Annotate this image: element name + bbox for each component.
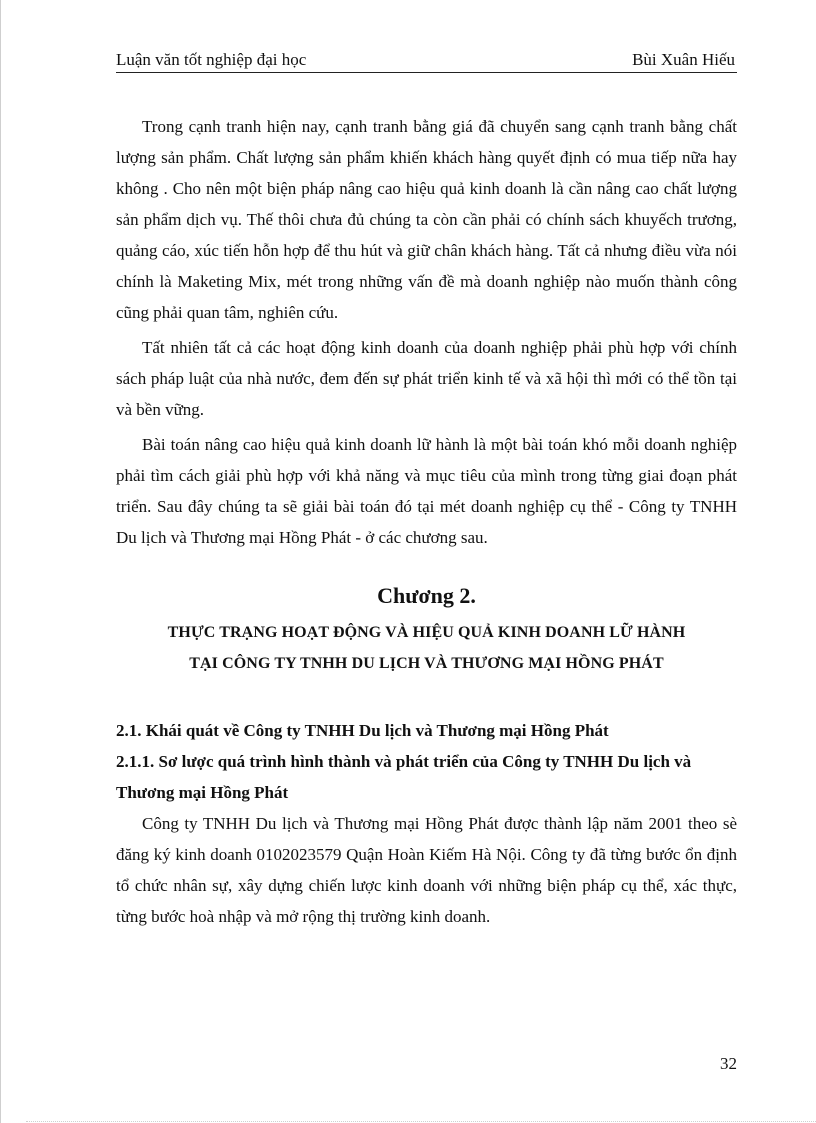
section-heading-2-1-1: 2.1.1. Sơ lược quá trình hình thành và phát triển của Công ty TNHH Du lịch và Thương mại Hồng Phát — [116, 752, 692, 802]
page-number: 32 — [720, 1054, 737, 1073]
footer-divider — [26, 1121, 816, 1122]
header-author: Bùi Xuân Hiếu — [632, 50, 735, 69]
chapter-subtitle-line-2: TẠI CÔNG TY TNHH DU LỊCH VÀ THƯƠNG MẠI HỒNG PHÁT — [189, 655, 664, 672]
paragraph-3: Bài toán nâng cao hiệu quả kinh doanh lữ hành là một bài toán khó mỗi doanh nghiệp phải tìm cách giải phù hợp với khả năng và mục tiêu của mình trong từng giai đoạn phát triển. Sau đây chúng ta sẽ giải bài toán đó tại mét doanh nghiệp cụ thể - Công ty TNHH Du lịch và Thương mại Hồng Phát - ở các chương sau. — [116, 435, 737, 547]
chapter-title: Chương 2. — [377, 583, 476, 608]
paragraph-4: Công ty TNHH Du lịch và Thương mại Hồng Phát được thành lập năm 2001 theo sè đăng ký kinh doanh 0102023579 Quận Hoàn Kiếm Hà Nội. Công ty đã từng bước ổn định tổ chức nhân sự, xây dựng chiến lược kinh doanh với những biện pháp cụ thể, xác thực, từng bước hoà nhập và mở rộng thị trường kinh doanh. — [116, 814, 737, 926]
page-header — [116, 50, 737, 73]
paragraph-1: Trong cạnh tranh hiện nay, cạnh tranh bằng giá đã chuyển sang cạnh tranh bằng chất lượng sản phẩm. Chất lượng sản phẩm khiến khách hàng quyết định có mua tiếp nữa hay không . Cho nên một biện pháp nâng cao hiệu quả kinh doanh là cần nâng cao chất lượng sản phẩm dịch vụ. Thế thôi chưa đủ chúng ta còn cần phải có chính sách khuyếch trương, quảng cáo, xúc tiến hỗn hợp để thu hút và giữ chân khách hàng. Tất cả nhưng điều vừa nói chính là Maketing Mix, mét trong những vấn đề mà doanh nghiệp nào muốn thành công cũng phải quan tâm, nghiên cứu. — [116, 117, 737, 322]
paragraph-2: Tất nhiên tất cả các hoạt động kinh doanh của doanh nghiệp phải phù hợp với chính sách pháp luật của nhà nước, đem đến sự phát triển kinh tế và xã hội thì mới có thể tồn tại và bền vững. — [116, 338, 737, 419]
page-border — [0, 0, 1, 1123]
section-heading-2-1: 2.1. Khái quát về Công ty TNHH Du lịch và Thương mại Hồng Phát — [116, 721, 609, 740]
chapter-subtitle — [116, 617, 737, 679]
header-title: Luận văn tốt nghiệp đại học — [116, 50, 307, 69]
document-body — [116, 111, 737, 936]
chapter-subtitle-line-1: THỰC TRẠNG HOẠT ĐỘNG VÀ HIỆU QUẢ KINH DOANH LỮ HÀNH — [167, 624, 686, 641]
